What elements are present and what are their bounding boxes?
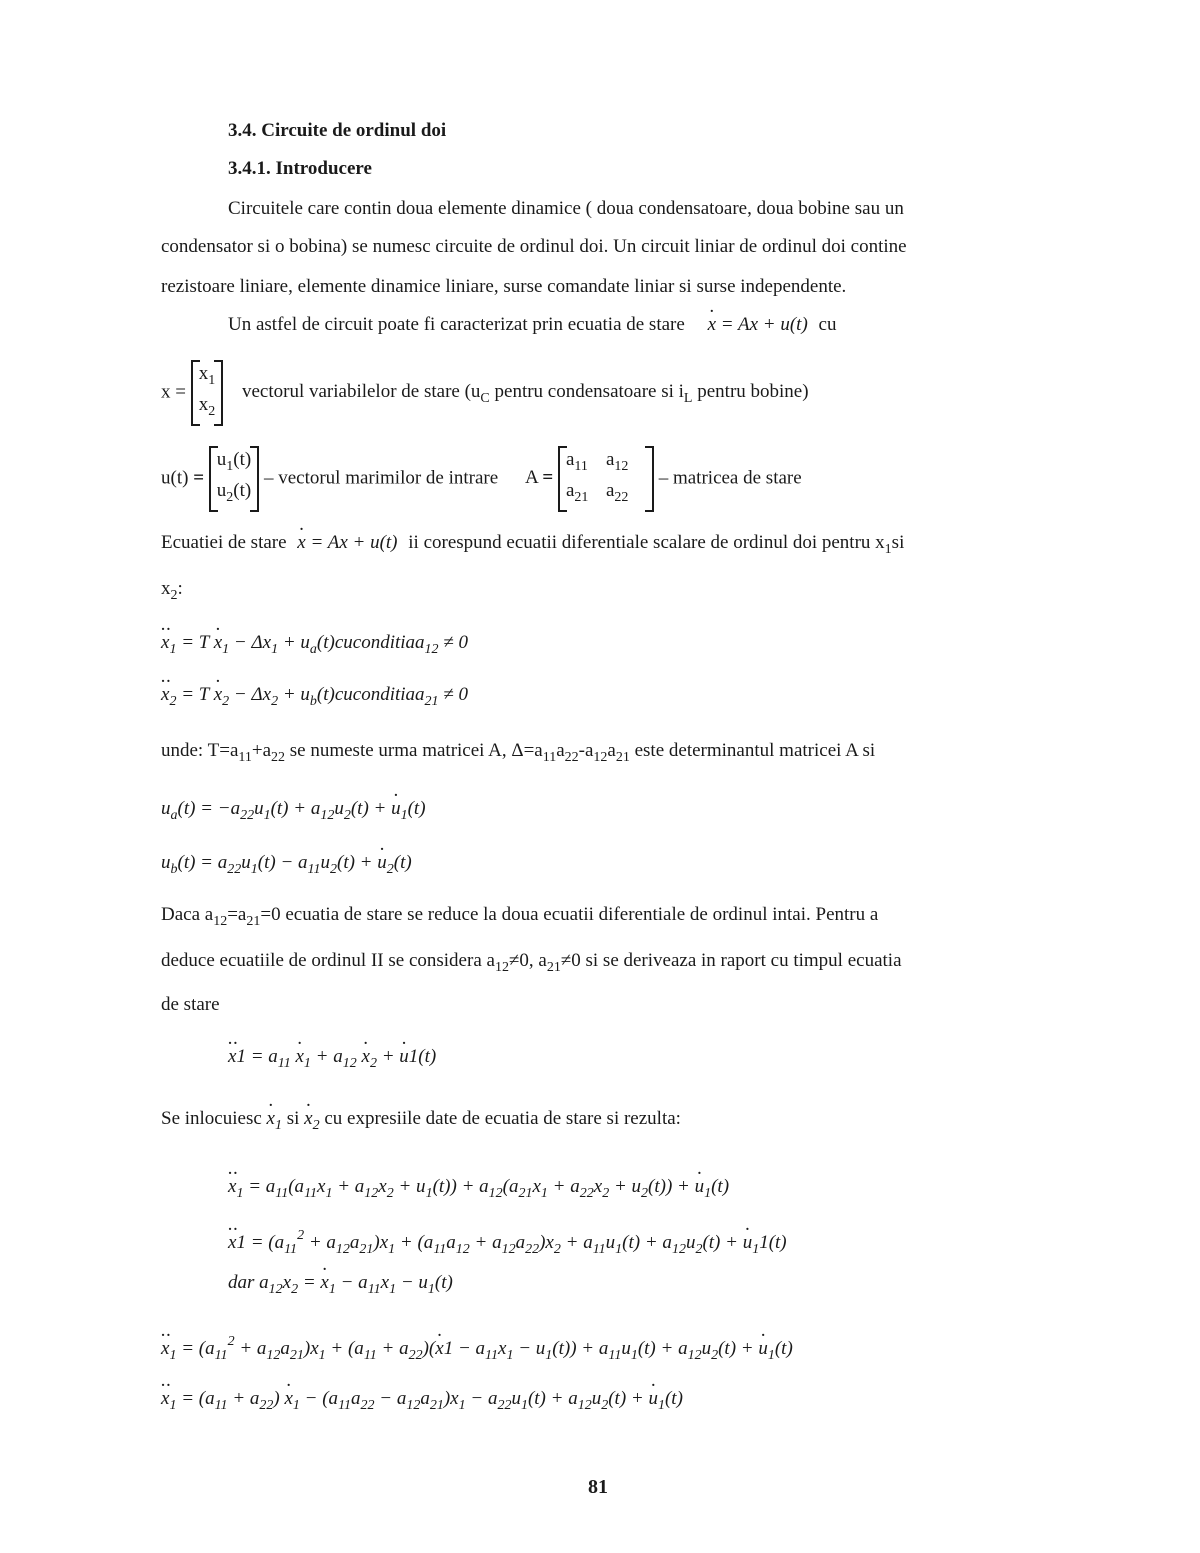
equation-final: ·· $x_1 = (a_{11} + a_{22}) \cdot x_1 - (a_{11}a_{22} - a_{12}a_{21})x_1 - a_{22}u_1(t) + a_{12}u_2(t)$ + · $u_1(t)$ (161, 1388, 683, 1414)
state-vector-matrix: $x_1$ $x_2$ (191, 360, 224, 426)
state-matrix: $a_{11}$ $a_{12}$ $a_{21}$ $a_{22}$ (558, 446, 654, 512)
state-equation: · x = Ax + u(t) (708, 314, 808, 335)
para3-line2: $x_2$: (161, 578, 183, 603)
para4-line1: Daca $a_{12}=a_{21}=0$ ecuatia de stare se reduce la doua ecuatii diferentiale de ordinul intai. Pentru a (161, 904, 879, 929)
para2-line (228, 314, 836, 336)
equation-ub: $u_b(t) = a_{22}u_1(t) - a_{11}u_2(t)$ + · $u_2(t)$ (161, 852, 412, 878)
equation-expand3: ·· $x_1 = (a_{11}^2 + a_{12}a_{21})x_1 + (a_{11} + a_{22})(\cdot x1 - a_{11}x_1 - u_1(t)) + a_{11}u_1(t) + a_{12}u_2(t)$ + · $u_1(t)$ (161, 1334, 793, 1364)
para4-line2: deduce ecuatiile de ordinul II se considera $a_{12}\ne 0$, $a_{21}\ne 0$ si se deriveaza in raport cu timpul ecuatia (161, 950, 902, 975)
page-number: 81 (588, 1476, 608, 1498)
equation-expand1: ·· $x_1 = a_{11}(a_{11}x_1 + a_{12}x_2 + u_1(t)) + a_{12}(a_{21}x_1 + a_{22}x_2 + u_2(t))$ + · $u_1(t)$ (228, 1176, 729, 1202)
state-vector-desc-a: vectorul variabilelor de stare (u (241, 381, 481, 403)
para3-line1: Ecuatiei de stare · x = Ax + u(t) ii corespund ecuatii diferentiale scalare de ordinul doi pentru $x_1si$ (161, 532, 904, 558)
section-title: 3.4. Circuite de ordinul doi (228, 120, 447, 141)
unde-line: unde: $T=a_{11}+a_{22}$ se numeste urma matricei A, $\Delta=a_{11}a_{22}-a_{12}a_{21}$ este determinantul matricei A si (161, 740, 876, 765)
equation-dar: dar $a_{12}x_2$ = · $x_1 - a_{11}x_1 - u_1(t)$ (228, 1272, 453, 1298)
para1-line1: Circuitele care contin doua elemente dinamice ( doua condensatoare, doua bobine sau un (228, 198, 904, 219)
para5-line: Se inlocuiesc · $x_1$ si · $x_2$ cu expresiile date de ecuatia de stare si rezulta: (161, 1108, 681, 1134)
equation-x1-derivative: ·· $x1 = a_{11} \cdot x_1 + a_{12} \cdot x_2$ + · u1(t) (228, 1046, 436, 1072)
para1-line3: rezistoare liniare, elemente dinamice liniare, surse comandate liniar si surse independente. (161, 276, 847, 297)
state-vector-desc-c: pentru bobine) (697, 381, 809, 403)
input-vector-matrix: $u_1(t)$ $u_2(t)$ (209, 446, 259, 512)
equation-x1: ·· $x_1 = T \cdot x_1 - \Delta x_1$ + $u_a(t)cuconditiaa_{12} \ne 0$ (161, 632, 468, 658)
equation-ua: $u_a(t) = -a_{22}u_1(t) + a_{12}u_2(t)$ + · $u_1(t)$ (161, 798, 426, 824)
state-vector-desc-b: pentru condensatoare si i (494, 381, 684, 403)
para4-line3: de stare (161, 994, 220, 1015)
para1-line2: condensator si o bobina) se numesc circuite de ordinul doi. Un circuit liniar de ordinul doi contine (161, 236, 907, 257)
state-vector-block: x = $x_1$ $x_2$ vectorul variabilelor de stare ($u_C$ pentru condensatoare si $i_L$ pentru bobine) (161, 360, 809, 426)
para2-intro: Un astfel de circuit poate fi caracterizat prin ecuatia de stare (228, 314, 685, 335)
input-vector-block: u(t) = $u_1(t)$ $u_2(t)$ – vectorul marimilor de intrare A = $a_{11}$ $a_{12}$ $a_{21}$ $a_{22}$ – matricea de stare (161, 446, 802, 512)
subsection-title: 3.4.1. Introducere (228, 158, 372, 179)
equation-x2: ·· $x_2 = T \cdot x_2 - \Delta x_2$ + $u_b(t)cuconditiaa_{21} \ne 0$ (161, 684, 468, 710)
state-matrix-desc: – matricea de stare (658, 467, 802, 489)
input-vector-desc: – vectorul marimilor de intrare (263, 467, 499, 489)
para2-after: cu (818, 314, 837, 335)
equation-expand2: ·· $x1 = (a_{11}^2 + a_{12}a_{21})x_1 + (a_{11}a_{12} + a_{12}a_{22})x_2 + a_{11}u_1(t) + a_{12}u_2(t)$ + · $u_11(t)$ (228, 1228, 787, 1258)
